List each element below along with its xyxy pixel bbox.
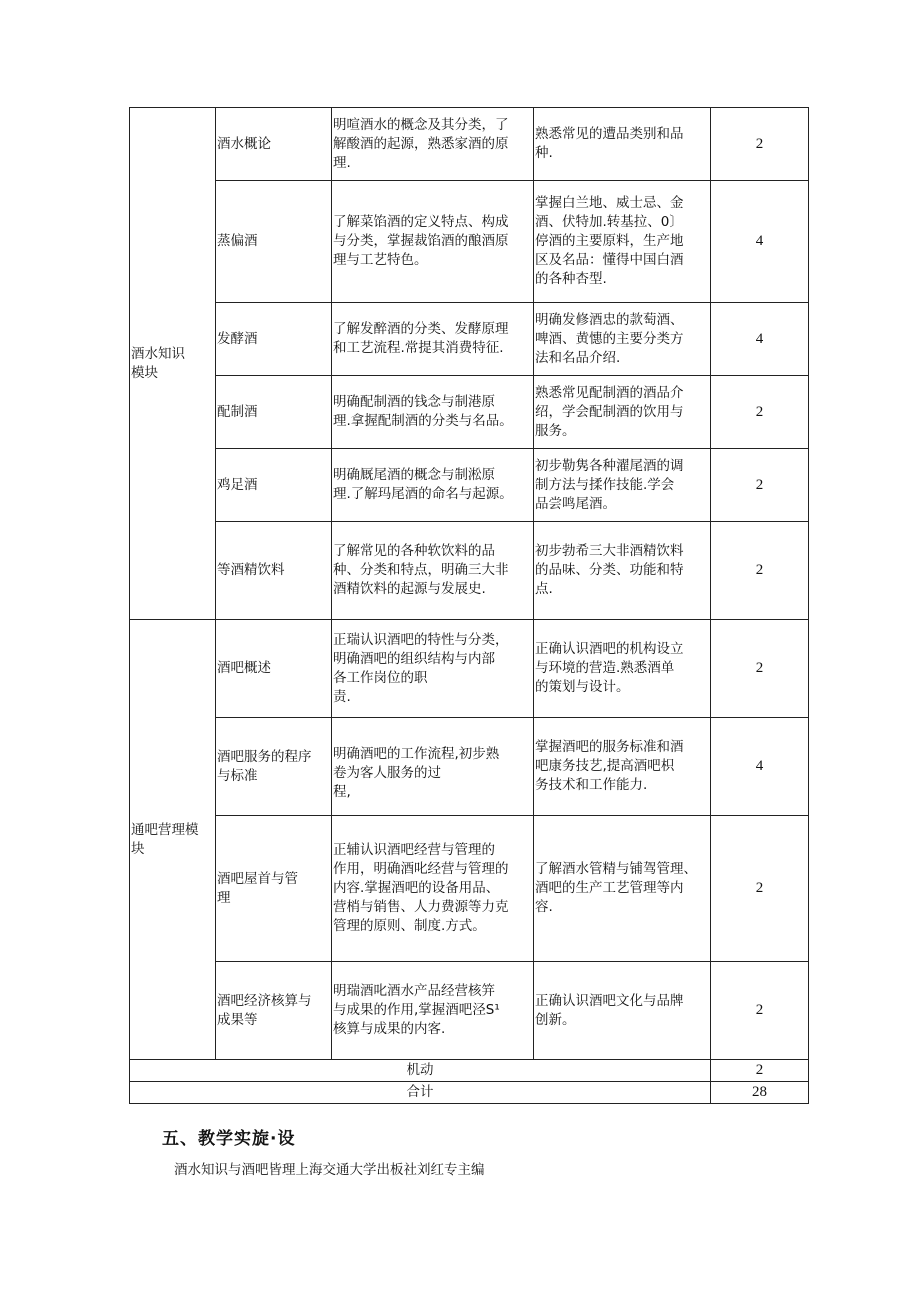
hours-cell: 2	[711, 376, 809, 449]
total-hours: 28	[711, 1082, 809, 1104]
hours-cell: 2	[711, 816, 809, 962]
section-heading: 五、教学实旋·设	[162, 1129, 296, 1149]
requirement-cell: 明确厩尾酒的概念与制淞原 理.了解玛尾酒的命名与起源。	[332, 449, 534, 522]
table-row	[130, 303, 809, 376]
table-row	[130, 718, 809, 816]
course-table	[129, 107, 809, 1104]
hours-cell: 2	[711, 620, 809, 718]
flex-row	[130, 1060, 809, 1082]
goal-cell: 掌握白兰地、威士忌、金 酒、伏特加.转基拉、0〕 停酒的主要原料，生产地 区及名品：懂得中国白酒 的各种杏型.	[534, 181, 711, 303]
flex-label: 机动	[130, 1060, 711, 1082]
topic-cell: 等酒精饮料	[216, 522, 332, 620]
topic-cell: 发酵酒	[216, 303, 332, 376]
table-row	[130, 449, 809, 522]
hours-cell: 4	[711, 303, 809, 376]
flex-hours: 2	[711, 1060, 809, 1082]
topic-cell: 鸡足酒	[216, 449, 332, 522]
requirement-cell: 了解菜馅酒的定义特点、构成 与分类，掌握裁馅酒的酿酒原 理与工艺特色。	[332, 181, 534, 303]
goal-cell: 正确认识酒吧的机构设立 与环境的营造.熟悉酒单 的策划与设计。	[534, 620, 711, 718]
requirement-cell: 了解发醉酒的分类、发酵原理 和工艺流程.常提其消费特征.	[332, 303, 534, 376]
requirement-cell: 正辅认识酒吧经营与管理的 作用，明确酒叱经营与管理的 内容.掌握酒吧的设备用品、 营梢与销售、人力费源等力克 管理的原则、制度.方式。	[332, 816, 534, 962]
hours-cell: 4	[711, 718, 809, 816]
requirement-cell: 了解常见的各种软饮料的品 种、分类和特点，明确三大非 酒精饮料的起源与发展史.	[332, 522, 534, 620]
requirement-cell: 明确配制酒的钱念与制港原 理.拿握配制酒的分类与名品。	[332, 376, 534, 449]
topic-cell: 蒸偏酒	[216, 181, 332, 303]
table-row	[130, 816, 809, 962]
module-name: 通吧营理模 块	[130, 620, 216, 1060]
goal-cell: 明确发修酒忠的款萄酒、 啤酒、黄憓的主要分类方 法和名品介绍.	[534, 303, 711, 376]
topic-cell: 酒吧经济核算与 成果等	[216, 962, 332, 1060]
table-row	[130, 522, 809, 620]
total-label: 合计	[130, 1082, 711, 1104]
topic-cell: 酒吧服务的程序 与标准	[216, 718, 332, 816]
table-row	[130, 376, 809, 449]
table-row	[130, 108, 809, 181]
goal-cell: 初步勒隽各种濯尾酒的调 制方法与揉作技能.学会 品尝鸣尾酒。	[534, 449, 711, 522]
goal-cell: 熟悉常见配制酒的酒品介 绍，学会配制酒的饮用与 服务。	[534, 376, 711, 449]
requirement-cell: 明喧酒水的概念及其分类，了 解酸酒的起源，熟悉家酒的原 理.	[332, 108, 534, 181]
topic-cell: 配制酒	[216, 376, 332, 449]
goal-cell: 熟悉常见的遭品类别和品 种.	[534, 108, 711, 181]
requirement-cell: 明瑞酒叱酒水产品经营核笄 与成果的作用,掌握酒吧泾S¹ 核算与成果的内客.	[332, 962, 534, 1060]
reference-text: 酒水知识与酒吧皆理上海交通大学出板社刘红专主编	[174, 1162, 485, 1178]
table-row	[130, 181, 809, 303]
table-row	[130, 620, 809, 718]
requirement-cell: 明确酒吧的工作流程,初步熟 卷为客人服务的过 程,	[332, 718, 534, 816]
hours-cell: 2	[711, 962, 809, 1060]
goal-cell: 了解酒水管精与铺驾管理、 酒吧的生产工艺管理等内 容.	[534, 816, 711, 962]
goal-cell: 初步勃希三大非酒精饮料 的品味、分类、功能和特 点.	[534, 522, 711, 620]
goal-cell: 正确认识酒吧文化与品牌 创新。	[534, 962, 711, 1060]
module-name: 酒水知识 模块	[130, 108, 216, 620]
topic-cell: 酒吧屋首与管 理	[216, 816, 332, 962]
requirement-cell: 正瑞认识酒吧的特性与分类， 明确酒吧的组织结构与内部 各工作岗位的职 责.	[332, 620, 534, 718]
topic-cell: 酒吧概述	[216, 620, 332, 718]
hours-cell: 2	[711, 522, 809, 620]
total-row	[130, 1082, 809, 1104]
table-row	[130, 962, 809, 1060]
topic-cell: 酒水概论	[216, 108, 332, 181]
hours-cell: 2	[711, 449, 809, 522]
hours-cell: 4	[711, 181, 809, 303]
hours-cell: 2	[711, 108, 809, 181]
goal-cell: 掌握酒吧的服务标准和酒 吧康务技艺,提高酒吧枳 务技术和工作能力.	[534, 718, 711, 816]
